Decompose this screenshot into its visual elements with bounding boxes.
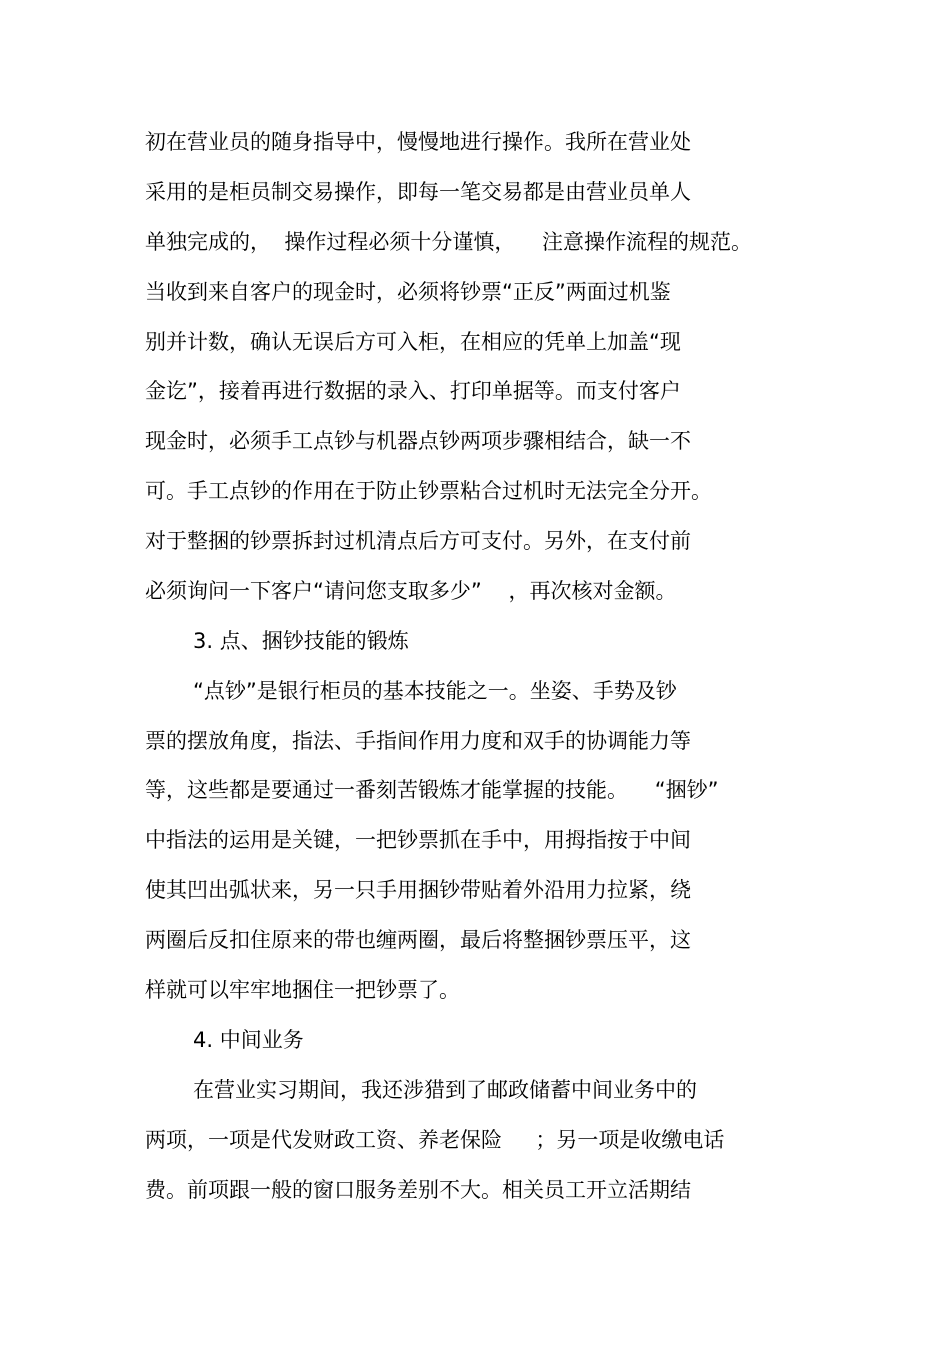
- text-line: “点钞”是银行柜员的基本技能之一。坐姿、手势及钞: [193, 679, 677, 703]
- text-line: 可。手工点钞的作用在于防止钞票粘合过机时无法完全分开。: [145, 479, 712, 503]
- text-line: 必须询问一下客户“请问您支取多少” ，再次核对金额。: [145, 579, 677, 603]
- text-line: 样就可以牢牢地捆住一把钞票了。: [145, 978, 460, 1002]
- section-heading: 4. 中间业务: [193, 1028, 304, 1052]
- text-line: 初在营业员的随身指导中，慢慢地进行操作。我所在营业处: [145, 130, 691, 154]
- text-line: 金讫”，接着再进行数据的录入、打印单据等。而支付客户: [145, 379, 681, 403]
- text-line: 使其凹出弧状来，另一只手用捆钞带贴着外沿用力拉紧，绕: [145, 878, 691, 902]
- section-heading: 3. 点、捆钞技能的锻炼: [193, 629, 409, 653]
- text-line: 现金时，必须手工点钞与机器点钞两项步骤相结合，缺一不: [145, 429, 691, 453]
- text-line: 在营业实习期间，我还涉猎到了邮政储蓄中间业务中的: [193, 1078, 697, 1102]
- text-line: 费。前项跟一般的窗口服务差别不大。相关员工开立活期结: [145, 1178, 691, 1202]
- text-line: 两项，一项是代发财政工资、养老保险 ；另一项是收缴电话: [145, 1128, 725, 1152]
- text-line: 采用的是柜员制交易操作，即每一笔交易都是由营业员单人: [145, 180, 691, 204]
- text-line: 中指法的运用是关键，一把钞票抓在手中，用拇指按于中间: [145, 828, 691, 852]
- text-line: 别并计数，确认无误后方可入柜，在相应的凭单上加盖“现: [145, 330, 681, 354]
- text-line: 对于整捆的钞票拆封过机清点后方可支付。另外，在支付前: [145, 529, 691, 553]
- text-line: 两圈后反扣住原来的带也缠两圈，最后将整捆钞票压平，这: [145, 928, 691, 952]
- text-line: 当收到来自客户的现金时，必须将钞票“正反”两面过机鉴: [145, 280, 671, 304]
- text-line: 等，这些都是要通过一番刻苦锻炼才能掌握的技能。 “捆钞”: [145, 778, 719, 802]
- text-line: 单独完成的， 操作过程必须十分谨慎， 注意操作流程的规范。: [145, 230, 753, 254]
- text-line: 票的摆放角度，指法、手指间作用力度和双手的协调能力等: [145, 729, 691, 753]
